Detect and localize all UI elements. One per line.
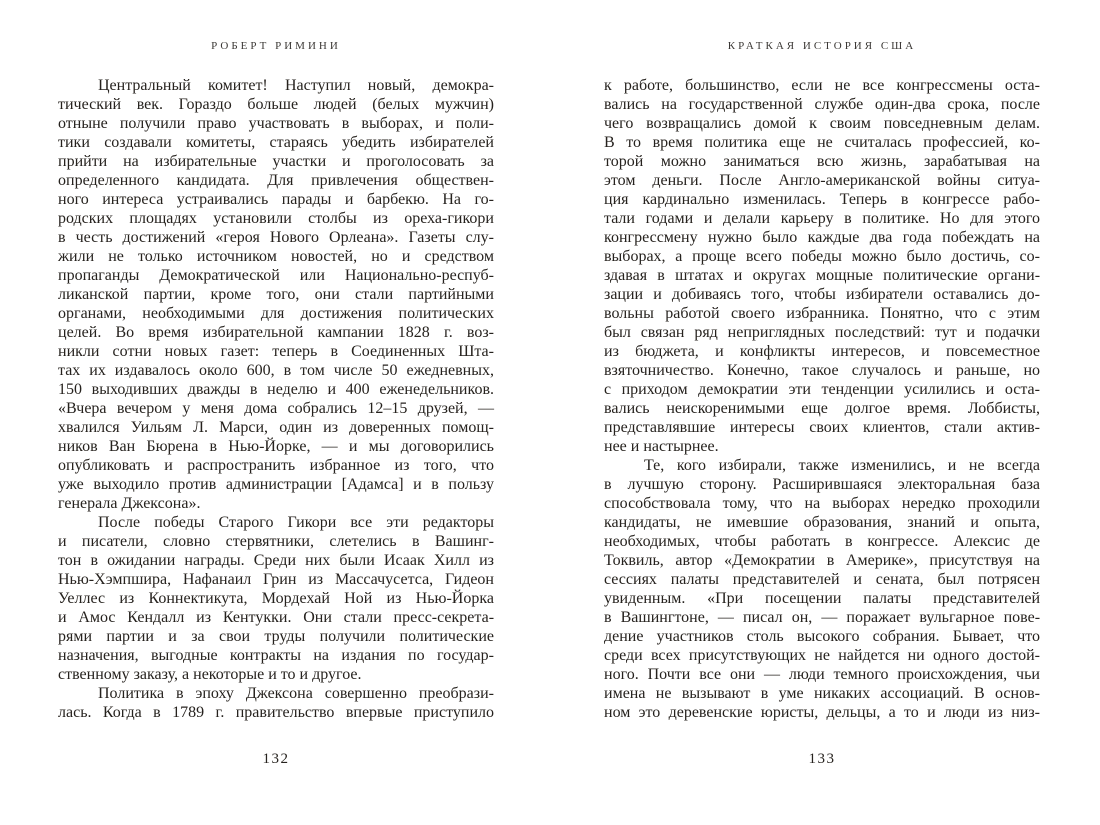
- text-line: увиденным. «При посещении палаты представителей: [604, 590, 1041, 607]
- paragraph: [58, 684, 494, 722]
- paragraph: [604, 76, 1040, 456]
- text-line: В то время политика еще не считалась профессией, ко-: [604, 134, 1040, 151]
- text-line: пропаганды Демократической или Национально-респуб-: [58, 267, 495, 284]
- text-line: генерала Джексона».: [58, 495, 201, 512]
- text-line: был связан ряд неприглядных последствий: тут и подачки: [604, 324, 1041, 341]
- text-line: и Амос Кендалл из Кентукки. Они стали пресс-секрета-: [58, 609, 495, 626]
- text-line: отныне получили право участвовать в выборах, и поли-: [58, 115, 494, 132]
- text-line: конгрессмену нужно было каждые два года побеждать на: [604, 229, 1041, 246]
- text-line: имена не вызывают в уме никаких ассоциаций. В основ-: [604, 685, 1040, 702]
- text-line: здавая в штатах и округах мощные политические органи-: [604, 267, 1041, 284]
- text-line: назначения, выгодные контракты на издания по государ-: [58, 647, 494, 664]
- text-line: в лучшую сторону. Расширившаяся электоральная база: [604, 476, 1041, 493]
- text-line: дение участников столь высокого собрания. Бывает, что: [604, 628, 1041, 645]
- text-line: Токвиль, автор «Демократии в Америке», присутствуя на: [604, 552, 1041, 569]
- text-line: тон в ожидании награды. Среди них были Исаак Хилл из: [58, 552, 494, 569]
- page-number-right: 133: [808, 751, 836, 767]
- text-line: сессиях палаты представителей и сената, был потрясен: [604, 571, 1041, 588]
- text-line: взяточничество. Конечно, такое случалось и раньше, но: [604, 362, 1041, 379]
- text-line: ция кардинально изменилась. Теперь в конгрессе рабо-: [604, 191, 1041, 208]
- text-line: родских площадях установили столбы из ореха-гикори: [58, 210, 494, 227]
- text-line: тики создавали комитеты, стараясь убедить избирателей: [58, 134, 494, 151]
- text-line: представлявшие интересы своих клиентов, стали актив-: [604, 419, 1040, 436]
- text-line: торой можно заниматься всю жизнь, зарабатывая на: [604, 153, 1041, 170]
- text-line: Уеллес из Коннектикута, Мордехай Ной из Нью-Йорка: [58, 590, 494, 607]
- text-line: 150 выходивших дважды в неделю и 400 еженедельников.: [58, 381, 495, 398]
- right-page-body: [604, 76, 1040, 722]
- text-line: ственному заказу, а некоторые и то и другое.: [58, 666, 362, 683]
- text-line: «Вчера вечером у меня дома собрались 12–15 друзей, —: [58, 400, 494, 417]
- text-line: способствовала тому, что на выборах нередко проходили: [604, 495, 1040, 512]
- paragraph: [58, 76, 494, 513]
- text-line: с приходом демократии эти тенденции усилились и оста-: [604, 381, 1040, 398]
- text-line: целей. Во время избирательной кампании 1828 г. воз-: [58, 324, 494, 341]
- text-line: и писатели, словно стервятники, слетелись в Вашинг-: [58, 533, 494, 550]
- text-line: жили не только источником новостей, но и средством: [58, 248, 494, 265]
- paragraph: [604, 456, 1040, 722]
- text-line: нее и настырнее.: [604, 438, 719, 455]
- text-line: После победы Старого Гикори все эти редакторы: [98, 514, 494, 531]
- text-line: Центральный комитет! Наступил новый, демокра-: [98, 77, 495, 94]
- text-line: опубликовать и распространить избранное из того, что: [58, 457, 494, 474]
- paragraph: [58, 513, 494, 684]
- text-line: вольны работой своего избранника. Понятно, что с этим: [604, 305, 1040, 322]
- text-line: в честь достижений «героя Нового Орлеана». Газеты слу-: [58, 229, 494, 246]
- text-line: к работе, большинство, если не все конгрессмены оста-: [604, 77, 1040, 94]
- text-line: определенного кандидата. Для привлечения обществен-: [58, 172, 495, 189]
- text-line: тали годами и делали карьеру в политике. Но для этого: [604, 210, 1041, 227]
- running-head-right: КРАТКАЯ ИСТОРИЯ США: [727, 40, 917, 52]
- page-number-left: 132: [262, 751, 290, 767]
- text-line: тический век. Гораздо больше людей (белых мужчин): [58, 96, 495, 113]
- text-line: вались неискоренимыми еще долгое время. Лоббисты,: [604, 400, 1040, 417]
- text-line: ликанской партии, кроме того, они стали партийными: [58, 286, 494, 303]
- text-line: лась. Когда в 1789 г. правительство впервые приступило: [58, 704, 494, 721]
- text-line: прийти на избирательные участки и проголосовать за: [58, 153, 495, 170]
- text-line: Нью-Хэмпшира, Нафанаил Грин из Массачусетса, Гидеон: [58, 571, 494, 588]
- text-line: этом деньги. После Англо-американской войны ситуа-: [604, 172, 1041, 189]
- text-line: хвалился Уильям Л. Марси, один из доверенных помощ-: [58, 419, 494, 436]
- text-line: необходимых, чтобы работать в конгрессе. Алексис де: [604, 533, 1041, 550]
- text-line: органами, необходимыми для достижения политических: [58, 305, 494, 322]
- text-line: зации и добиваясь того, чтобы избиратели оставались до-: [604, 286, 1040, 303]
- text-line: вались на государственной службе один-два срока, после: [604, 96, 1041, 113]
- text-line: ников Ван Бюрена в Нью-Йорке, — и мы договорились: [58, 438, 494, 455]
- text-line: ном это деревенские юристы, дельцы, а то и люди из низ-: [604, 704, 1040, 721]
- text-line: выборах, а проще всего победы можно было достичь, со-: [604, 248, 1040, 265]
- text-line: уже выходило против администрации [Адамса] и в пользу: [58, 476, 495, 493]
- running-head-left: РОБЕРТ РИМИНИ: [211, 40, 341, 52]
- text-line: чего возвращались домой к своим повседневным делам.: [604, 115, 1040, 132]
- text-line: Те, кого избирали, также изменились, и не всегда: [644, 457, 1041, 474]
- text-line: тах их издавалось около 600, в том числе 50 ежедневных,: [58, 362, 494, 379]
- text-line: кандидаты, не имевшие образования, знаний и опыта,: [604, 514, 1040, 531]
- text-line: в Вашингтоне, — писал он, — поражает вульгарное пове-: [604, 609, 1041, 626]
- text-line: ного. Почти все они — люди темного происхождения, чьи: [604, 666, 1040, 683]
- text-line: ного интереса устраивались парады и барбекю. На го-: [58, 191, 494, 208]
- text-line: рями партии и за свои труды получили политические: [58, 628, 494, 645]
- text-line: Политика в эпоху Джексона совершенно преобрази-: [98, 685, 494, 702]
- text-line: из бюджета, и конфликты интересов, и повсеместное: [604, 343, 1041, 360]
- page-right: [550, 0, 1100, 825]
- left-page-body: [58, 76, 494, 722]
- text-line: среди всех присутствующих не найдется ни одного достой-: [604, 647, 1040, 664]
- text-line: никли сотни новых газет: теперь в Соединенных Шта-: [58, 343, 494, 360]
